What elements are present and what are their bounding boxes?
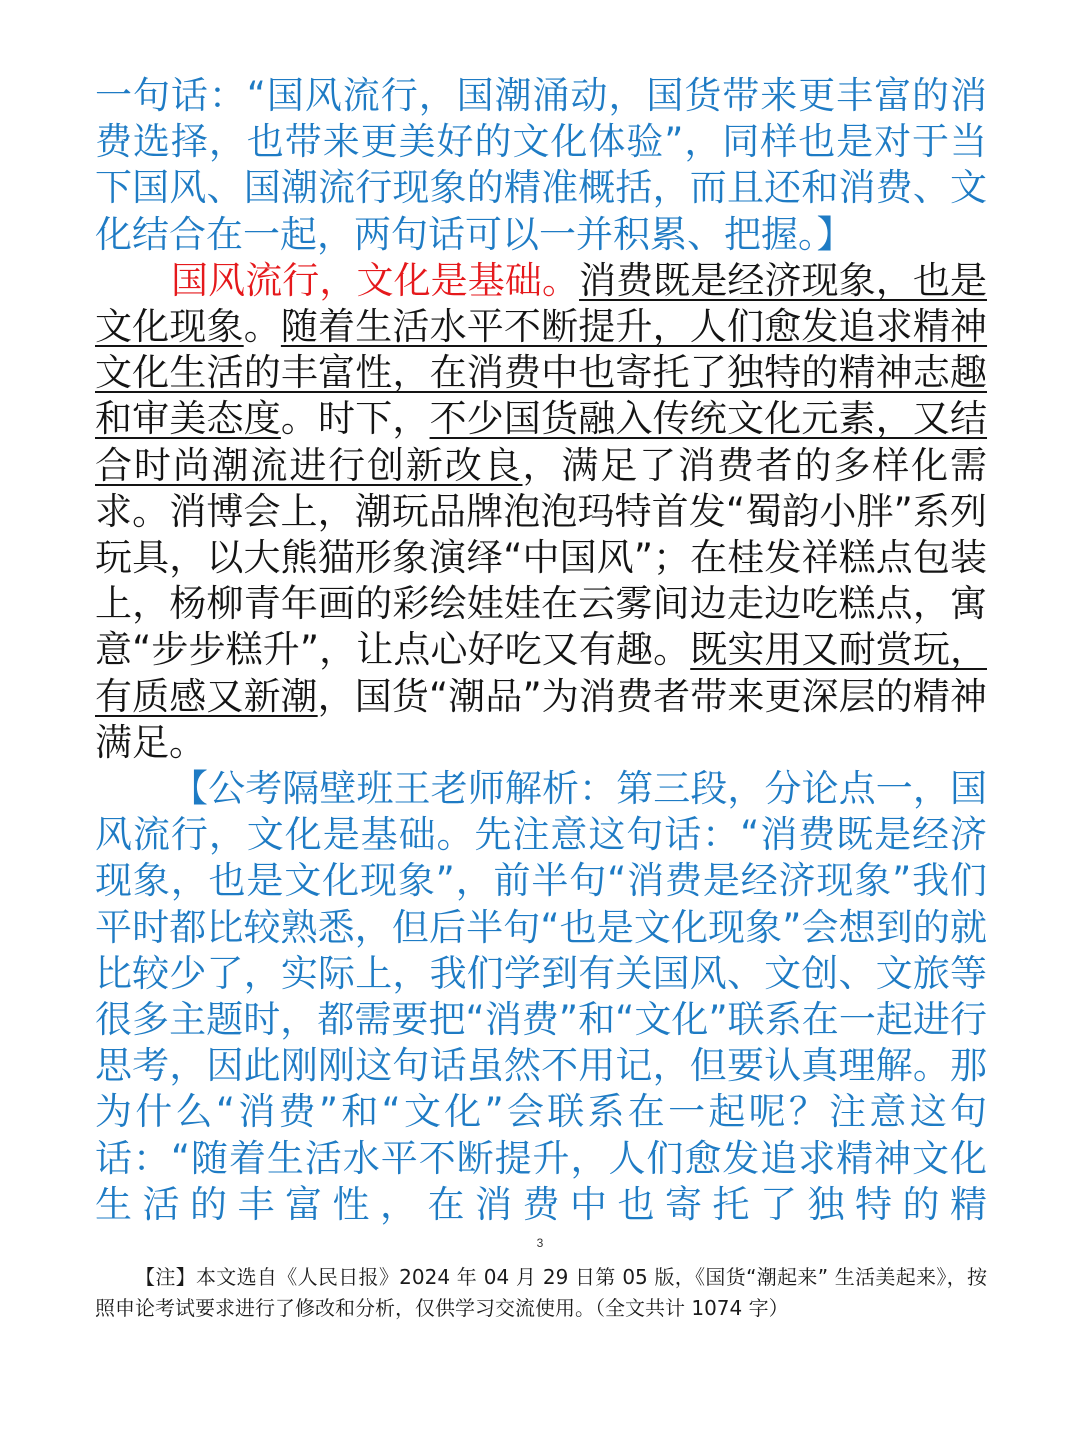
underlined-sentence-2: 随着生活水平不断提升，人们愈发追求精神文化生活的丰富性，在消费中也寄托了独特的精神志趣和审美态度 xyxy=(95,305,988,441)
section-heading: 国风流行，文化是基础。 xyxy=(171,258,580,302)
body-paragraph xyxy=(95,258,987,766)
analysis-paragraph-continued: 一句话：“国风流行，国潮涌动，国货带来更丰富的消费选择，也带来更美好的文化体验”，同样也是对于当下国风、国潮流行现象的精准概括，而且还和消费、文化结合在一起，两句话可以一并积累、把握。】 xyxy=(95,74,987,256)
body-text-3: ，满足了消费者的多样化需求。消博会上，潮玩品牌泡泡玛特首发“蜀韵小胖”系列玩具，以大熊猫形象演绎“中国风”；在桂发祥糕点包装上，杨柳青年画的彩绘娃娃在云雾间边走边吃糕点，寓意“步步糕升”，让点心好吃又有趣。 xyxy=(95,443,987,672)
underlined-sentence-3: 不少国货融入传统文化元素，又结合时尚潮流进行创新改良 xyxy=(95,397,988,487)
body-text-4: ，国货“潮品”为消费者带来更深层的精神满足。 xyxy=(95,674,987,764)
page-number: 3 xyxy=(536,1236,544,1250)
underlined-sentence-1: 消费既是经济现象，也是文化现象 xyxy=(95,258,987,349)
underlined-sentence-4: 既实用又耐赏玩，有质感又新潮 xyxy=(95,628,987,718)
body-text-1: 。 xyxy=(243,305,281,349)
body-text-2: 。时下， xyxy=(280,397,430,441)
footnote: 【注】本文选自《人民日报》2024 年 04 月 29 日第 05 版，《国货“潮起来” 生活美起来》，按照申论考试要求进行了修改和分析，仅供学习交流使用。（全文共计 1074 字） xyxy=(95,1265,987,1320)
analysis-paragraph: 【公考隔壁班王老师解析：第三段，分论点一，国风流行，文化是基础。先注意这句话：“消费既是经济现象，也是文化现象”，前半句“消费是经济现象”我们平时都比较熟悉，但后半句“也是文化现象”会想到的就比较少了，实际上，我们学到有关国风、文创、文旅等很多主题时，都需要把“消费”和“文化”联系在一起进行思考，因此刚刚这句话虽然不用记，但要认真理解。那为什么“消费”和“文化”会联系在一起呢？注意这句话：“随着生活水平不断提升，人们愈发追求精神文化生活的丰富性，在消费中也寄托了独特的精 xyxy=(95,767,987,1226)
document-page xyxy=(95,73,987,1228)
